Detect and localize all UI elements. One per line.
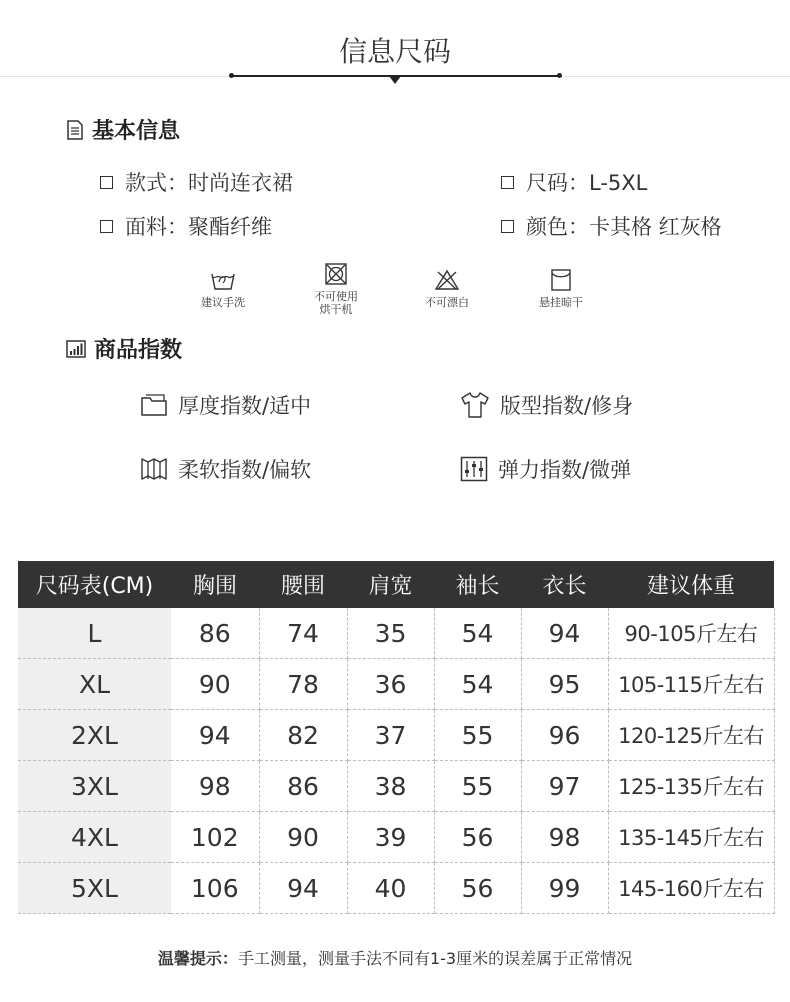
table-cell: 39 <box>347 812 434 863</box>
index-thickness <box>140 390 311 420</box>
hang-dry-icon <box>549 268 573 292</box>
checkbox-icon <box>100 176 113 189</box>
index-text: 柔软指数/偏软 <box>178 458 312 482</box>
index-fit <box>460 390 633 420</box>
column-header: 衣长 <box>521 561 608 608</box>
table-cell: 98 <box>171 761 259 812</box>
table-cell: 82 <box>259 710 347 761</box>
table-cell: 94 <box>521 608 608 659</box>
size-table <box>18 561 775 914</box>
index-elasticity <box>460 454 631 484</box>
attribute-text: 面料：聚酯纤维 <box>125 215 272 239</box>
underline-dot-right <box>557 73 562 78</box>
basic-info-heading: 基本信息 <box>92 119 181 144</box>
table-cell: 55 <box>434 710 521 761</box>
table-cell: 78 <box>259 659 347 710</box>
tshirt-icon <box>460 391 490 419</box>
table-cell: 106 <box>171 863 259 914</box>
table-cell: 38 <box>347 761 434 812</box>
size-cell: 4XL <box>18 812 171 863</box>
checkbox-icon <box>501 176 514 189</box>
weight-cell: 135-145斤左右 <box>608 812 774 863</box>
table-cell: 35 <box>347 608 434 659</box>
care-hang-dry <box>521 268 601 309</box>
table-cell: 40 <box>347 863 434 914</box>
attribute-text: 颜色：卡其格 红灰格 <box>526 215 722 239</box>
index-text: 弹力指数/微弹 <box>498 458 632 482</box>
column-header: 尺码表(CM) <box>18 561 171 608</box>
attribute-style <box>100 167 293 197</box>
attribute-size <box>501 167 647 197</box>
table-cell: 102 <box>171 812 259 863</box>
attribute-text: 款式：时尚连衣裙 <box>125 171 293 195</box>
table-cell: 99 <box>521 863 608 914</box>
table-cell: 86 <box>171 608 259 659</box>
table-cell: 90 <box>171 659 259 710</box>
table-row <box>18 608 774 659</box>
column-header: 肩宽 <box>347 561 434 608</box>
care-label: 不可漂白 <box>425 296 469 309</box>
table-row <box>18 710 774 761</box>
fabric-icon <box>140 456 168 482</box>
underline-pointer <box>389 76 401 84</box>
table-cell: 95 <box>521 659 608 710</box>
slider-icon <box>460 456 488 482</box>
table-cell: 74 <box>259 608 347 659</box>
size-cell: 5XL <box>18 863 171 914</box>
table-cell: 94 <box>171 710 259 761</box>
measurement-note <box>0 946 790 969</box>
weight-cell: 105-115斤左右 <box>608 659 774 710</box>
table-cell: 36 <box>347 659 434 710</box>
attribute-text: 尺码：L-5XL <box>526 171 648 195</box>
attribute-color <box>501 211 722 241</box>
attribute-fabric <box>100 211 272 241</box>
index-text: 版型指数/修身 <box>500 394 634 418</box>
table-cell: 54 <box>434 608 521 659</box>
table-cell: 90 <box>259 812 347 863</box>
column-header: 袖长 <box>434 561 521 608</box>
weight-cell: 120-125斤左右 <box>608 710 774 761</box>
care-hand-wash <box>183 268 263 309</box>
folder-icon <box>140 393 168 417</box>
note-label: 温馨提示： <box>157 949 238 968</box>
checkbox-icon <box>501 220 514 233</box>
size-cell: 2XL <box>18 710 171 761</box>
care-label: 悬挂晾干 <box>539 296 583 309</box>
size-cell: XL <box>18 659 171 710</box>
table-cell: 54 <box>434 659 521 710</box>
table-cell: 56 <box>434 863 521 914</box>
table-cell: 96 <box>521 710 608 761</box>
weight-cell: 125-135斤左右 <box>608 761 774 812</box>
no-tumble-dry-icon <box>324 262 348 286</box>
underline-dot-left <box>229 73 234 78</box>
column-header: 胸围 <box>171 561 259 608</box>
table-cell: 56 <box>434 812 521 863</box>
note-text: 手工测量，测量手法不同有1-3厘米的误差属于正常情况 <box>237 949 633 968</box>
table-row <box>18 812 774 863</box>
page-title: 信息尺码 <box>338 35 451 68</box>
index-text: 厚度指数/适中 <box>178 394 312 418</box>
table-cell: 94 <box>259 863 347 914</box>
document-icon <box>66 120 84 140</box>
table-header-row <box>18 561 774 608</box>
size-cell: L <box>18 608 171 659</box>
care-no-bleach <box>407 268 487 309</box>
column-header: 建议体重 <box>608 561 774 608</box>
column-header: 腰围 <box>259 561 347 608</box>
index-softness <box>140 454 311 484</box>
table-cell: 37 <box>347 710 434 761</box>
care-label: 建议手洗 <box>201 296 245 309</box>
product-index-heading: 商品指数 <box>94 338 183 363</box>
no-bleach-icon <box>433 268 461 292</box>
product-index-header <box>66 333 182 364</box>
checkbox-icon <box>100 220 113 233</box>
size-cell: 3XL <box>18 761 171 812</box>
bar-chart-icon <box>66 340 86 358</box>
table-cell: 98 <box>521 812 608 863</box>
table-row <box>18 761 774 812</box>
table-cell: 97 <box>521 761 608 812</box>
care-label: 不可使用烘干机 <box>314 290 358 316</box>
table-cell: 86 <box>259 761 347 812</box>
table-cell: 55 <box>434 761 521 812</box>
table-row <box>18 659 774 710</box>
weight-cell: 145-160斤左右 <box>608 863 774 914</box>
basic-info-header <box>66 114 180 145</box>
hand-wash-icon <box>210 268 236 292</box>
care-no-dryer <box>296 262 376 316</box>
weight-cell: 90-105斤左右 <box>608 608 774 659</box>
table-row <box>18 863 774 914</box>
